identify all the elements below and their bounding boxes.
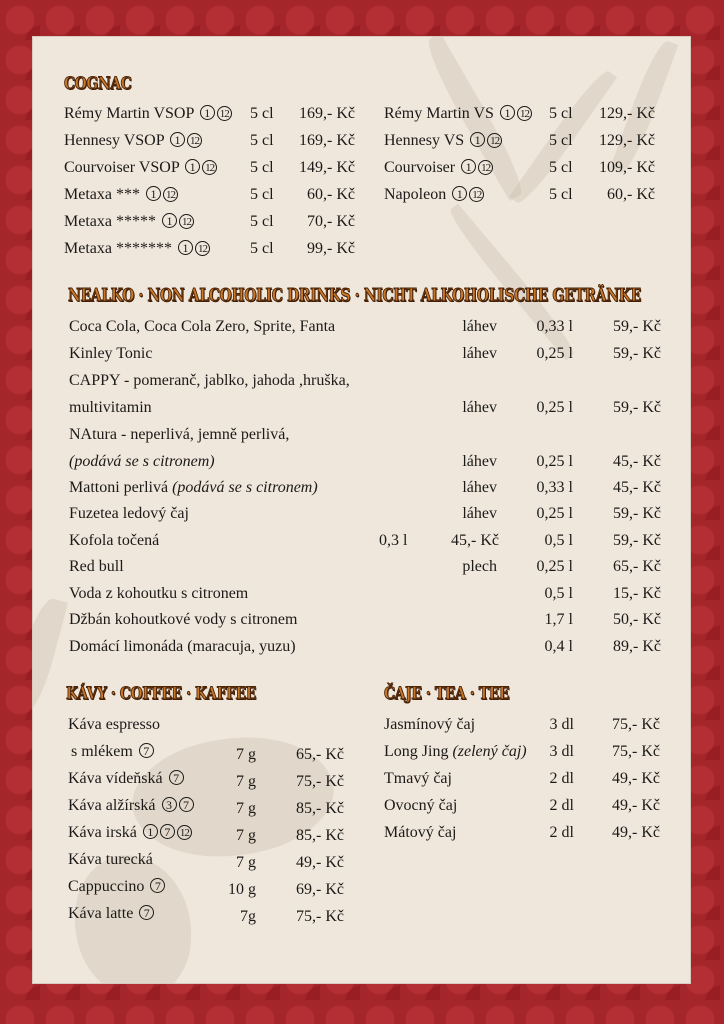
item-price: 59,- Kč bbox=[613, 505, 661, 522]
menu-item-row bbox=[68, 739, 344, 765]
item-name-text: multivitamin bbox=[69, 399, 152, 416]
menu-item-row bbox=[384, 128, 655, 154]
item-name bbox=[64, 128, 202, 154]
menu-item-row bbox=[69, 449, 661, 475]
allergen-badge: 12 bbox=[478, 160, 493, 175]
item-name bbox=[68, 766, 184, 792]
menu-item-row bbox=[384, 101, 655, 127]
item-small-price: 45,- Kč bbox=[451, 532, 499, 549]
menu-item-row bbox=[384, 155, 655, 181]
item-name-text: Cappuccino bbox=[68, 878, 145, 895]
allergen-badge: 1 bbox=[185, 159, 200, 174]
item-name-text: Coca Cola, Coca Cola Zero, Sprite, Fanta bbox=[69, 318, 336, 335]
item-volume: 0,4 l bbox=[544, 638, 573, 655]
section-title-coffee: KÁVY · COFFEE · KAFFEE bbox=[66, 684, 256, 704]
item-volume: 5 cl bbox=[549, 159, 573, 176]
item-name: CAPPY - pomeranč, jablko, jahoda ,hruška, bbox=[69, 372, 350, 389]
item-name-text: Mattoni perlivá bbox=[69, 479, 169, 496]
item-name bbox=[69, 581, 248, 607]
item-name bbox=[68, 847, 153, 873]
item-name-text: Káva espresso bbox=[68, 716, 160, 733]
item-volume: 0,5 l bbox=[544, 585, 573, 602]
allergen-badge: 12 bbox=[177, 825, 192, 840]
item-name-text: (podává se s citronem) bbox=[69, 453, 215, 470]
item-volume: 2 dl bbox=[549, 824, 574, 841]
menu-item-row bbox=[68, 874, 344, 900]
item-name-text: Jasmínový čaj bbox=[384, 716, 476, 733]
menu-item-row bbox=[384, 712, 660, 738]
item-price: 59,- Kč bbox=[613, 345, 661, 362]
menu-item-row bbox=[64, 182, 355, 208]
item-price: 45,- Kč bbox=[613, 453, 661, 470]
item-volume: 2 dl bbox=[549, 770, 574, 787]
item-name-text: Mátový čaj bbox=[384, 824, 457, 841]
item-container: láhev bbox=[462, 345, 497, 362]
item-name-text: Džbán kohoutkové vody s citronem bbox=[69, 611, 298, 628]
item-price: 15,- Kč bbox=[613, 585, 661, 602]
item-name-text: Kinley Tonic bbox=[69, 345, 153, 362]
allergen-badge: 12 bbox=[517, 106, 532, 121]
allergen-badge: 12 bbox=[217, 106, 232, 121]
bamboo-leaf-decoration bbox=[33, 595, 68, 719]
item-volume: 5 cl bbox=[250, 159, 274, 176]
menu-item-row bbox=[64, 101, 355, 127]
allergen-badge: 1 bbox=[461, 159, 476, 174]
item-price: 49,- Kč bbox=[612, 797, 660, 814]
menu-item-row bbox=[69, 607, 661, 633]
menu-item-row bbox=[69, 475, 661, 501]
item-name bbox=[68, 820, 192, 846]
item-name bbox=[64, 155, 217, 181]
item-note: (podává se s citronem) bbox=[172, 479, 318, 496]
allergen-badge: 1 bbox=[170, 132, 185, 147]
menu-item-row bbox=[68, 793, 344, 819]
item-price: 85,- Kč bbox=[296, 827, 344, 844]
item-price: 85,- Kč bbox=[296, 800, 344, 817]
item-volume: 0,25 l bbox=[536, 453, 573, 470]
allergen-badge: 7 bbox=[139, 905, 154, 920]
item-name-text: Káva turecká bbox=[68, 851, 153, 868]
allergen-badge: 12 bbox=[163, 187, 178, 202]
item-price: 129,- Kč bbox=[599, 132, 655, 149]
item-price: 59,- Kč bbox=[613, 318, 661, 335]
item-name bbox=[69, 395, 152, 421]
item-price: 49,- Kč bbox=[296, 854, 344, 871]
menu-item-row bbox=[69, 581, 661, 607]
item-volume: 5 cl bbox=[250, 240, 274, 257]
item-name bbox=[69, 528, 159, 554]
item-name bbox=[64, 182, 178, 208]
item-volume: 1,7 l bbox=[544, 611, 573, 628]
menu-item-row bbox=[69, 395, 661, 421]
menu-item-row bbox=[384, 766, 660, 792]
item-name-text: Káva alžírská bbox=[68, 797, 156, 814]
allergen-badge: 1 bbox=[500, 105, 515, 120]
allergen-badge: 1 bbox=[162, 213, 177, 228]
item-weight: 7 g bbox=[236, 854, 256, 871]
item-name-text: Long Jing bbox=[384, 743, 449, 760]
item-weight: 7 g bbox=[236, 827, 256, 844]
item-weight: 7 g bbox=[236, 773, 256, 790]
item-name-text: Metaxa ***** bbox=[64, 213, 156, 230]
item-container: láhev bbox=[462, 479, 497, 496]
item-volume: 5 cl bbox=[250, 105, 274, 122]
item-small-volume: 0,3 l bbox=[379, 532, 408, 549]
item-name-text: Ovocný čaj bbox=[384, 797, 458, 814]
item-volume: 5 cl bbox=[549, 105, 573, 122]
item-price: 129,- Kč bbox=[599, 105, 655, 122]
item-weight: 7 g bbox=[236, 800, 256, 817]
menu-item-row bbox=[68, 766, 344, 792]
allergen-badge: 12 bbox=[179, 214, 194, 229]
allergen-badge: 1 bbox=[200, 105, 215, 120]
item-volume: 0,33 l bbox=[536, 318, 573, 335]
item-name-text: Rémy Martin VS bbox=[384, 105, 494, 122]
item-price: 69,- Kč bbox=[296, 881, 344, 898]
item-name-text: Káva latte bbox=[68, 905, 134, 922]
item-name bbox=[69, 449, 215, 475]
item-price: 70,- Kč bbox=[307, 213, 355, 230]
item-name bbox=[69, 607, 297, 633]
menu-item-row-line1 bbox=[69, 422, 661, 448]
item-name bbox=[68, 874, 165, 900]
item-name-text: Metaxa *** bbox=[64, 186, 140, 203]
item-name bbox=[69, 314, 335, 340]
allergen-badge: 3 bbox=[162, 797, 177, 812]
item-volume: 0,25 l bbox=[536, 558, 573, 575]
item-volume: 5 cl bbox=[250, 186, 274, 203]
menu-item-row bbox=[68, 847, 344, 873]
menu-item-row bbox=[384, 820, 660, 846]
allergen-badge: 12 bbox=[187, 133, 202, 148]
item-name bbox=[384, 155, 493, 181]
item-price: 169,- Kč bbox=[299, 132, 355, 149]
menu-item-row bbox=[64, 209, 355, 235]
item-name-text: Metaxa ******* bbox=[64, 240, 172, 257]
item-price: 75,- Kč bbox=[612, 743, 660, 760]
menu-item-row bbox=[68, 901, 344, 927]
allergen-badge: 1 bbox=[178, 240, 193, 255]
item-price: 59,- Kč bbox=[613, 399, 661, 416]
menu-item-row bbox=[64, 155, 355, 181]
allergen-badge: 12 bbox=[487, 133, 502, 148]
item-name-text: Courvoiser bbox=[384, 159, 456, 176]
menu-item-row bbox=[69, 341, 661, 367]
item-note: (zelený čaj) bbox=[452, 743, 527, 760]
item-price: 149,- Kč bbox=[299, 159, 355, 176]
item-name-text: Voda z kohoutku s citronem bbox=[69, 585, 249, 602]
menu-item-row bbox=[384, 182, 655, 208]
item-name-text: s mlékem bbox=[71, 743, 133, 760]
menu-item-row bbox=[69, 634, 661, 660]
item-name-text: Napoleon bbox=[384, 186, 447, 203]
item-name bbox=[384, 739, 527, 765]
item-volume: 0,25 l bbox=[536, 399, 573, 416]
item-price: 65,- Kč bbox=[613, 558, 661, 575]
allergen-badge: 1 bbox=[470, 132, 485, 147]
item-price: 75,- Kč bbox=[612, 716, 660, 733]
item-name bbox=[69, 341, 152, 367]
allergen-badge: 1 bbox=[143, 824, 158, 839]
item-volume: 5 cl bbox=[250, 132, 274, 149]
item-name bbox=[68, 793, 194, 819]
item-name-text: Hennesy VSOP bbox=[64, 132, 165, 149]
item-price: 50,- Kč bbox=[613, 611, 661, 628]
item-name-text: Domácí limonáda (maracuja, yuzu) bbox=[69, 638, 296, 655]
item-volume: 3 dl bbox=[549, 743, 574, 760]
menu-item-row-line1 bbox=[69, 368, 661, 394]
item-name bbox=[64, 236, 210, 262]
item-container: plech bbox=[462, 558, 497, 575]
item-name-text: Tmavý čaj bbox=[384, 770, 452, 787]
item-name bbox=[69, 501, 189, 527]
item-volume: 5 cl bbox=[549, 186, 573, 203]
allergen-badge: 12 bbox=[202, 160, 217, 175]
item-volume: 0,25 l bbox=[536, 505, 573, 522]
menu-item-row bbox=[69, 554, 661, 580]
allergen-badge: 7 bbox=[160, 824, 175, 839]
item-price: 59,- Kč bbox=[613, 532, 661, 549]
item-volume: 0,33 l bbox=[536, 479, 573, 496]
item-price: 75,- Kč bbox=[296, 908, 344, 925]
item-name-text: Kofola točená bbox=[69, 532, 160, 549]
section-title-nealko: NEALKO · NON ALCOHOLIC DRINKS · NICHT ALKOHOLISCHE GETRÄNKE bbox=[68, 285, 641, 306]
item-name bbox=[384, 128, 502, 154]
item-name bbox=[64, 209, 194, 235]
item-container: láhev bbox=[462, 318, 497, 335]
menu-item-row bbox=[68, 820, 344, 846]
item-name bbox=[384, 712, 475, 738]
item-price: 65,- Kč bbox=[296, 746, 344, 763]
item-name bbox=[384, 101, 532, 127]
item-price: 169,- Kč bbox=[299, 105, 355, 122]
item-name-text: Courvoiser VSOP bbox=[64, 159, 180, 176]
item-weight: 7g bbox=[240, 908, 256, 925]
item-name bbox=[384, 820, 456, 846]
item-name bbox=[69, 475, 318, 501]
allergen-badge: 12 bbox=[195, 241, 210, 256]
menu-item-row bbox=[68, 712, 344, 738]
item-name-text: Káva vídeňská bbox=[68, 770, 163, 787]
item-weight: 10 g bbox=[228, 881, 256, 898]
item-price: 49,- Kč bbox=[612, 824, 660, 841]
item-name bbox=[384, 182, 484, 208]
item-price: 109,- Kč bbox=[599, 159, 655, 176]
item-container: láhev bbox=[462, 453, 497, 470]
item-price: 49,- Kč bbox=[612, 770, 660, 787]
item-name bbox=[68, 901, 154, 927]
allergen-badge: 12 bbox=[469, 187, 484, 202]
item-price: 89,- Kč bbox=[613, 638, 661, 655]
item-name bbox=[64, 101, 232, 127]
menu-item-row bbox=[64, 128, 355, 154]
item-volume: 2 dl bbox=[549, 797, 574, 814]
item-name-text: Rémy Martin VSOP bbox=[64, 105, 194, 122]
item-name-text: Káva irská bbox=[68, 824, 137, 841]
item-price: 60,- Kč bbox=[607, 186, 655, 203]
menu-item-row bbox=[69, 528, 661, 554]
item-name bbox=[69, 554, 124, 580]
allergen-badge: 7 bbox=[139, 743, 154, 758]
item-name bbox=[69, 634, 296, 660]
item-name bbox=[384, 766, 452, 792]
item-name bbox=[68, 712, 160, 738]
item-name: NAtura - neperlivá, jemně perlivá, bbox=[69, 426, 290, 443]
item-price: 99,- Kč bbox=[307, 240, 355, 257]
item-name-text: Fuzetea ledový čaj bbox=[69, 505, 189, 522]
item-name-text: Hennesy VS bbox=[384, 132, 465, 149]
menu-item-row bbox=[384, 739, 660, 765]
item-name bbox=[384, 793, 457, 819]
item-name bbox=[71, 739, 154, 765]
item-container: láhev bbox=[462, 505, 497, 522]
menu-item-row bbox=[69, 501, 661, 527]
item-volume: 0,5 l bbox=[544, 532, 573, 549]
allergen-badge: 1 bbox=[452, 186, 467, 201]
item-name-text: Red bull bbox=[69, 558, 124, 575]
item-price: 60,- Kč bbox=[307, 186, 355, 203]
allergen-badge: 1 bbox=[146, 186, 161, 201]
section-title-tea: ČAJE · TEA · TEE bbox=[384, 684, 510, 704]
item-volume: 5 cl bbox=[549, 132, 573, 149]
menu-item-row bbox=[64, 236, 355, 262]
item-container: láhev bbox=[462, 399, 497, 416]
allergen-badge: 7 bbox=[179, 797, 194, 812]
item-volume: 5 cl bbox=[250, 213, 274, 230]
allergen-badge: 7 bbox=[169, 770, 184, 785]
item-volume: 0,25 l bbox=[536, 345, 573, 362]
menu-item-row bbox=[384, 793, 660, 819]
item-weight: 7 g bbox=[236, 746, 256, 763]
section-title-cognac: COGNAC bbox=[64, 74, 132, 94]
item-volume: 3 dl bbox=[549, 716, 574, 733]
item-price: 45,- Kč bbox=[613, 479, 661, 496]
item-price: 75,- Kč bbox=[296, 773, 344, 790]
allergen-badge: 7 bbox=[150, 878, 165, 893]
menu-item-row bbox=[69, 314, 661, 340]
